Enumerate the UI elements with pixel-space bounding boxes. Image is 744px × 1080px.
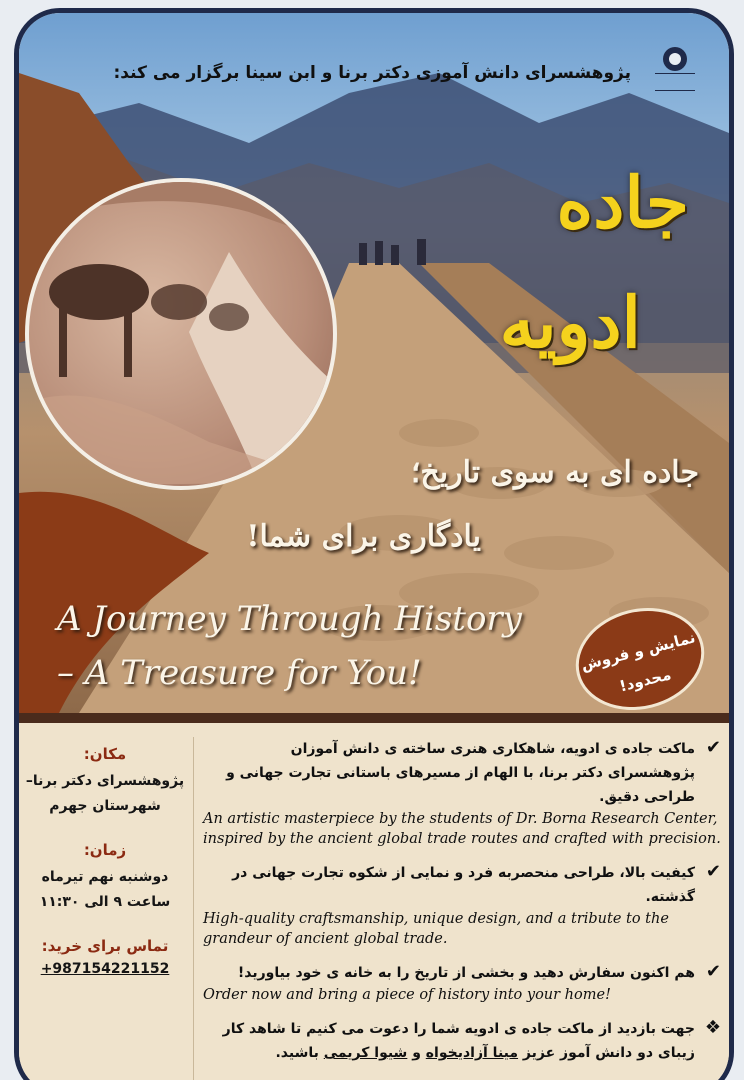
and-text: و (407, 1045, 426, 1061)
check-icon: ✔ (705, 737, 721, 758)
item-fa-text (203, 1017, 721, 1065)
time-line-2: ساعت ۹ الی ۱۱:۳۰ (39, 894, 171, 910)
time-label: زمان: (83, 841, 127, 859)
slogan-fa-line-2: یادگاری برای شما! (246, 519, 481, 554)
place-label: مکان: (83, 745, 127, 763)
badge-line-1: نمایش و فروش (579, 628, 698, 675)
title-line-1: جاده (556, 161, 689, 244)
student-name-2: شیوا کریمی (323, 1045, 408, 1061)
phone-number[interactable]: +987154221152 (40, 961, 170, 977)
student-name-1: مینا آزادیخواه (425, 1045, 519, 1061)
invite-end-text: باشید. (275, 1045, 324, 1061)
slogan-en-line-1: A Journey Through History (57, 599, 522, 639)
section-divider (19, 713, 729, 723)
diamond-icon: ❖ (704, 1017, 721, 1038)
details-section (19, 723, 729, 1080)
hero-image (19, 13, 729, 713)
list-item (203, 961, 721, 1005)
item-fa-text: هم اکنون سفارش دهید و بخشی از تاریخ را به خانه ی خود بیاورید! (237, 965, 695, 981)
item-fa-text: کیفیت بالا، طراحی منحصربه فرد و نمایی از شکوه تجارت جهانی در گذشته. (232, 865, 695, 905)
logo (655, 47, 695, 93)
place-line-2: شهرستان جهرم (49, 798, 161, 814)
item-fa-text: ماکت جاده ی ادویه، شاهکاری هنری ساخته ی دانش آموزان پژوهشسرای دکتر برنا، با الهام از مسیرهای باستانی تجارت جهانی و طراحی دقیق. (226, 741, 695, 805)
poster-frame (14, 8, 734, 1080)
list-item (203, 1017, 721, 1065)
historic-photo (25, 178, 337, 490)
event-info (25, 745, 185, 977)
intro-text: پژوهشسرای دانش آموزی دکتر برنا و ابن سینا برگزار می کند: (113, 63, 631, 83)
time-line-1: دوشنبه نهم تیرماه (41, 869, 169, 885)
list-item (203, 737, 721, 849)
item-en-text: High-quality craftsmanship, unique design, and a tribute to the grandeur of ancient global trade. (203, 911, 669, 947)
check-icon: ✔ (705, 961, 721, 982)
contact-label: تماس برای خرید: (41, 937, 169, 955)
badge-line-2: محدود! (617, 665, 674, 696)
item-en-text: An artistic masterpiece by the students of Dr. Borna Research Center, inspired by the ancient global trade routes and crafted with precision. (203, 811, 721, 847)
slogan-en-line-2: – A Treasure for You! (57, 653, 422, 693)
place-line-1: پژوهشسرای دکتر برنا– (25, 773, 185, 789)
column-separator (193, 737, 194, 1080)
title-line-2: ادویه (499, 281, 641, 364)
invite-text: جهت بازدید از ماکت جاده ی ادویه شما را دعوت می کنیم تا شاهد کار زیبای دو دانش آموز عزیز (222, 1021, 695, 1061)
item-en-text: Order now and bring a piece of history into your home! (203, 987, 611, 1003)
feature-list (203, 737, 721, 1077)
slogan-fa-line-1: جاده ای به سوی تاریخ؛ (410, 455, 699, 490)
check-icon: ✔ (705, 861, 721, 882)
list-item (203, 861, 721, 949)
